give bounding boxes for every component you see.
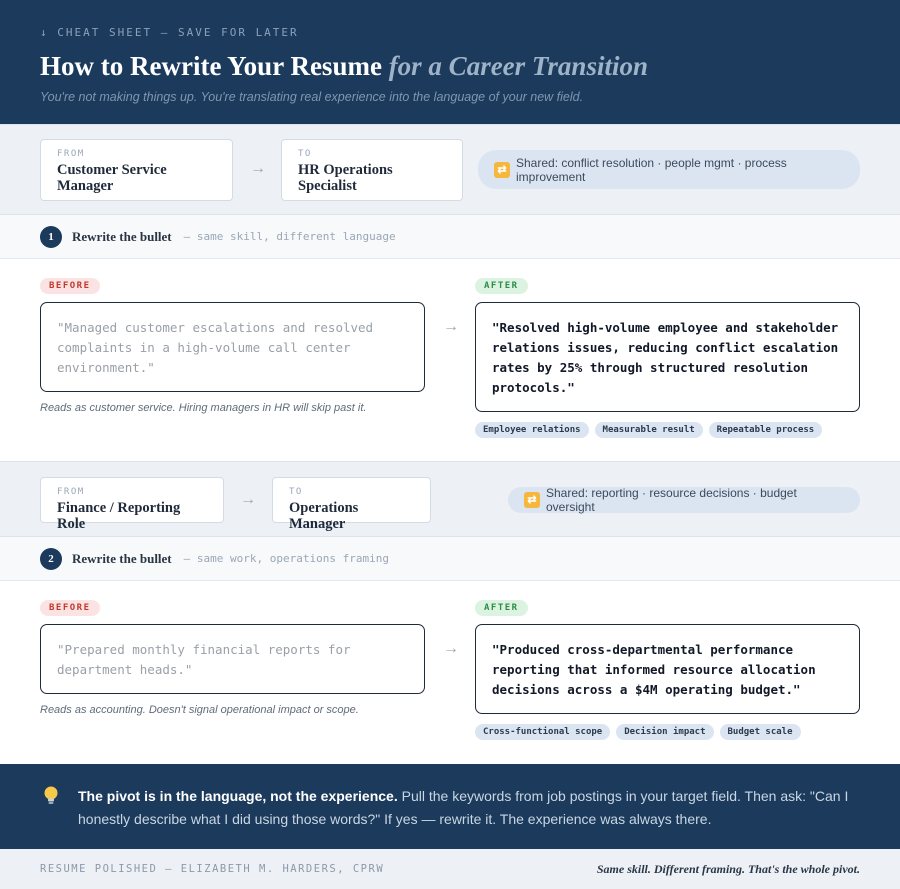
transition-strip-1: [0, 124, 900, 215]
step-number: 1: [40, 226, 62, 248]
insight-body: Pull the keywords from job postings in your target field. Then ask: "Can I honestly describe what I did using those words?" If yes — rewrite it. The experience was always there.: [78, 788, 849, 827]
before-bullet: "Managed customer escalations and resolved complaints in a high-volume call center environment.": [40, 302, 425, 392]
from-tag: FROM: [57, 149, 85, 159]
after-badge: AFTER: [475, 600, 528, 616]
after-bullet: "Produced cross-departmental performance reporting that informed resource allocation decisions across a $4M operating budget.": [475, 624, 860, 714]
step-hint: — same work, operations framing: [183, 552, 389, 565]
header: [0, 0, 900, 124]
before-note: Reads as accounting. Doesn't signal operational impact or scope.: [40, 704, 359, 716]
title-main: How to Rewrite Your Resume: [40, 51, 382, 81]
swap-icon: [524, 492, 540, 508]
footer-tagline: Same skill. Different framing. That's the whole pivot.: [596, 861, 860, 876]
step-label: Rewrite the bullet: [72, 550, 172, 566]
step-bar-1: [0, 215, 900, 259]
before-badge: BEFORE: [40, 600, 100, 616]
to-role: HR Operations Specialist: [298, 162, 393, 194]
to-role-card: [272, 477, 431, 532]
tag-chip: Budget scale: [720, 724, 801, 740]
to-role: Operations Manager: [289, 500, 359, 532]
tag-list: [475, 422, 822, 438]
after-badge: AFTER: [475, 278, 528, 294]
arrow-right-icon: →: [250, 160, 266, 177]
insight-banner: [0, 764, 900, 849]
subtitle: You're not making things up. You're translating real experience into the language of your new field.: [40, 90, 584, 104]
tag-chip: Decision impact: [616, 724, 713, 740]
tag-chip: Employee relations: [475, 422, 589, 438]
before-note: Reads as customer service. Hiring managers in HR will skip past it.: [40, 402, 367, 414]
to-tag: TO: [298, 149, 312, 159]
title-accent: for a Career Transition: [388, 51, 648, 81]
tag-list: [475, 724, 801, 740]
before-badge: BEFORE: [40, 278, 100, 294]
from-role: Finance / Reporting Role: [57, 500, 181, 532]
step-label: Rewrite the bullet: [72, 228, 172, 244]
shared-skills-pill: [508, 487, 860, 513]
shared-skills-pill: [478, 150, 860, 189]
to-role-card: [281, 139, 463, 201]
shared-skills-text: Shared: reporting · resource decisions · budget oversight: [546, 486, 797, 514]
kicker: ↓ CHEAT SHEET — SAVE FOR LATER: [40, 26, 299, 39]
footer: [0, 849, 900, 889]
swap-icon: [494, 162, 510, 178]
insight-bold: The pivot is in the language, not the experience.: [78, 788, 398, 804]
insight-text: [78, 785, 868, 831]
arrow-right-icon: →: [240, 491, 256, 508]
page-title: [40, 51, 860, 82]
lightbulb-icon: [40, 784, 62, 806]
before-bullet: "Prepared monthly financial reports for department heads.": [40, 624, 425, 694]
from-role-card: [40, 139, 233, 201]
shared-skills-text: Shared: conflict resolution · people mgmt · process improvement: [516, 155, 787, 184]
after-bullet: "Resolved high-volume employee and stakeholder relations issues, reducing conflict escalation rates by 25% through structured resolution protocols.": [475, 302, 860, 412]
tag-chip: Cross-functional scope: [475, 724, 610, 740]
step-hint: — same skill, different language: [183, 230, 396, 243]
from-tag: FROM: [57, 487, 85, 497]
tag-chip: Measurable result: [595, 422, 703, 438]
step-bar-2: [0, 537, 900, 581]
from-role-card: [40, 477, 224, 532]
step-number: 2: [40, 548, 62, 570]
arrow-right-icon: →: [443, 640, 459, 657]
footer-credit: RESUME POLISHED — ELIZABETH M. HARDERS, CPRW: [40, 863, 385, 875]
tag-chip: Repeatable process: [709, 422, 823, 438]
from-role: Customer Service Manager: [57, 162, 167, 194]
to-tag: TO: [289, 487, 303, 497]
transition-strip-2: [0, 461, 900, 537]
arrow-right-icon: →: [443, 318, 459, 335]
